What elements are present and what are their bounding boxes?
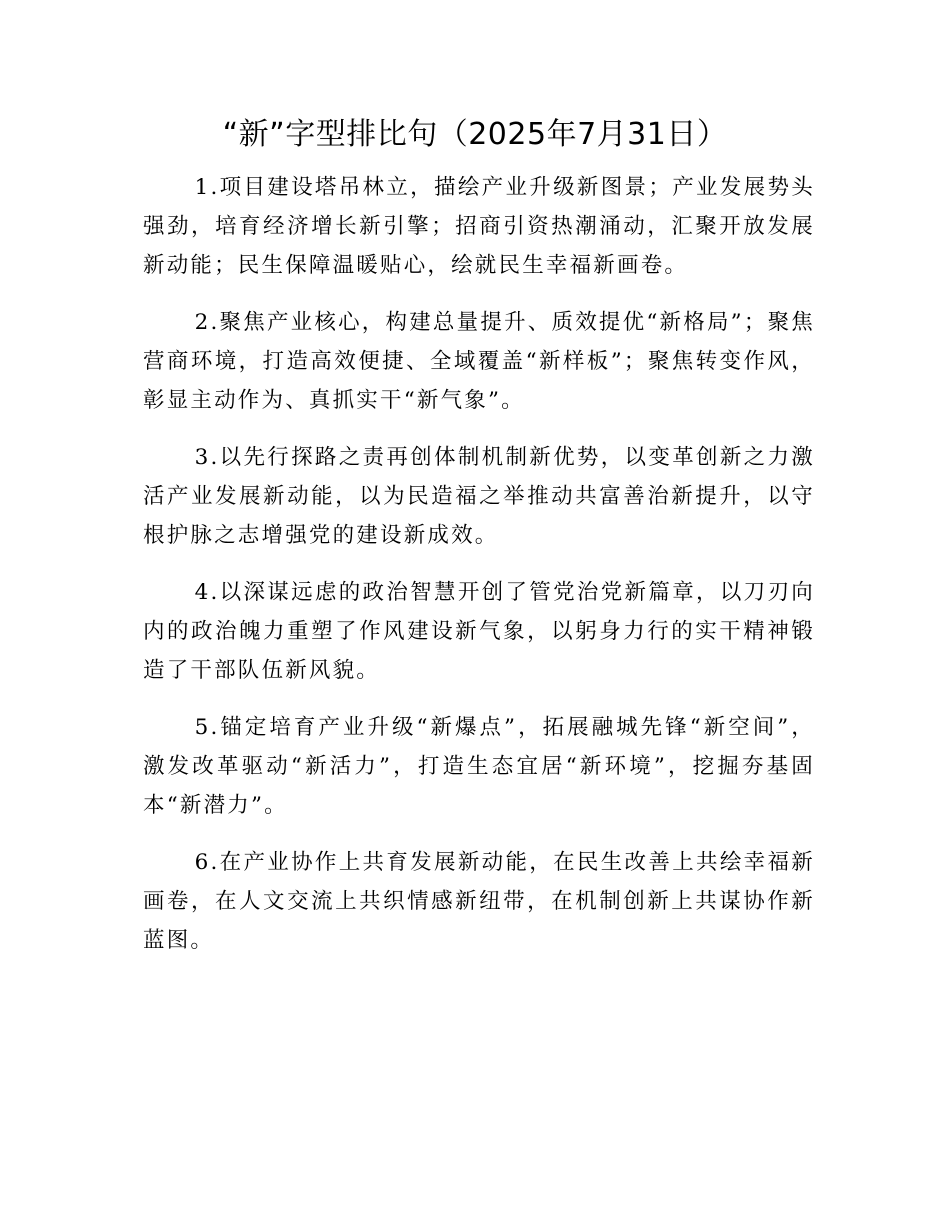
- paragraph-4: 4.以深谋远虑的政治智慧开创了管党治党新篇章，以刀刃向内的政治魄力重塑了作风建设新气象，以躬身力行的实干精神锻造了干部队伍新风貌。: [143, 580, 815, 683]
- document-title: “新”字型排比句（2025年7月31日）: [222, 117, 728, 152]
- paragraph-6: 6.在产业协作上共育发展新动能，在民生改善上共绘幸福新画卷，在人文交流上共织情感新纽带，在机制创新上共谋协作新蓝图。: [143, 850, 815, 953]
- paragraph-2: 2.聚焦产业核心，构建总量提升、质效提优“新格局”；聚焦营商环境，打造高效便捷、全域覆盖“新样板”；聚焦转变作风，彰显主动作为、真抓实干“新气象”。: [143, 310, 815, 413]
- paragraph-1: 1.项目建设塔吊林立，描绘产业升级新图景；产业发展势头强劲，培育经济增长新引擎；招商引资热潮涌动，汇聚开放发展新动能；民生保障温暖贴心，绘就民生幸福新画卷。: [143, 175, 815, 278]
- paragraph-5: 5.锚定培育产业升级“新爆点”，拓展融城先锋“新空间”，激发改革驱动“新活力”，打造生态宜居“新环境”，挖掘夯基固本“新潜力”。: [143, 715, 815, 818]
- document-body: [143, 168, 815, 978]
- paragraph-3: 3.以先行探路之责再创体制机制新优势，以变革创新之力激活产业发展新动能，以为民造福之举推动共富善治新提升，以守根护脉之志增强党的建设新成效。: [143, 445, 815, 548]
